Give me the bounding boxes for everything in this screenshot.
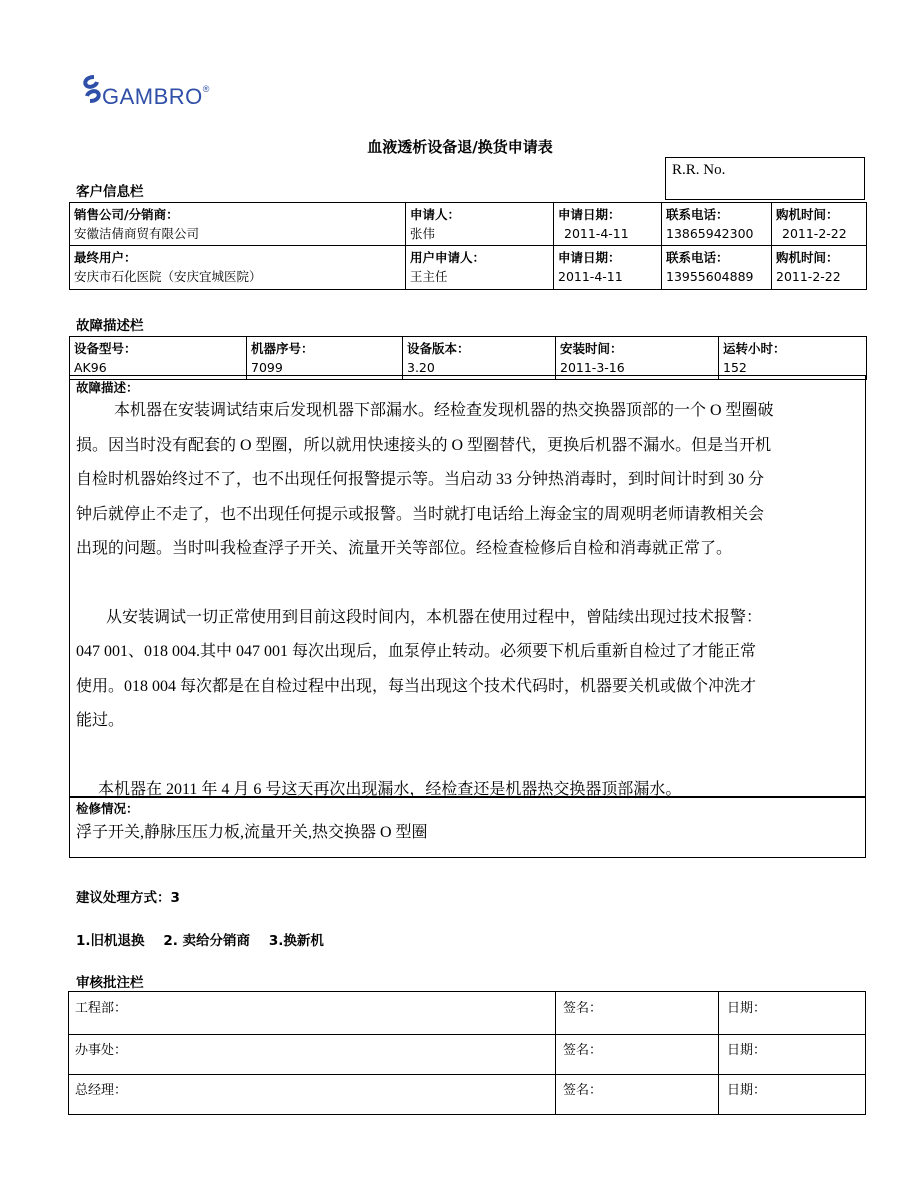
- user-phone-cell: 联系电话： 13955604889: [662, 246, 772, 290]
- office-sign-label: 签名：: [563, 1043, 603, 1058]
- user-applicant-value: 王主任: [410, 269, 448, 284]
- enduser-cell: 最终用户： 安庆市石化医院（安庆宜城医院）: [70, 246, 406, 290]
- fault-section-label: 故障描述栏: [76, 318, 144, 334]
- fault-description-label: 故障描述：: [76, 380, 139, 395]
- user-purchase-value: 2011-2-22: [776, 269, 841, 284]
- approval-section-label: 审核批注栏: [76, 975, 144, 991]
- desc-line: 自检时机器始终过不了，也不出现任何报警提示等。当启动 33 分钟热消毒时，到时间计时到 30 分: [76, 471, 765, 488]
- desc-line: 从安装调试一切正常使用到目前这段时间内，本机器在使用过程中，曾陆续出现过技术报警：: [106, 608, 763, 626]
- phone-cell: 联系电话： 13865942300: [662, 203, 772, 246]
- page-title: 血液透析设备退/换货申请表: [367, 138, 553, 156]
- customer-section-label: 客户信息栏: [76, 184, 144, 200]
- purchase-value: 2011-2-22: [782, 226, 847, 241]
- logo-wordmark: GAMBRO®: [102, 84, 210, 109]
- install-cell: 安装时间： 2011-3-16: [556, 337, 719, 380]
- install-value: 2011-3-16: [560, 360, 625, 375]
- serial-value: 7099: [251, 360, 283, 375]
- gm-date-label: 日期：: [727, 1083, 767, 1098]
- approval-table: [68, 991, 866, 1115]
- rr-number-box: [665, 157, 865, 200]
- hours-value: 152: [723, 360, 747, 375]
- apply-date-value: 2011-4-11: [564, 226, 629, 241]
- repair-label: 检修情况：: [76, 801, 139, 816]
- office-date-label: 日期：: [727, 1043, 767, 1058]
- version-value: 3.20: [407, 360, 435, 375]
- user-phone-value: 13955604889: [666, 269, 754, 284]
- device-info-table: [69, 336, 867, 380]
- fault-description-text: [76, 394, 866, 807]
- rr-number-label: R.R. No.: [672, 162, 726, 178]
- gm-sign-label: 签名：: [563, 1083, 603, 1098]
- version-cell: 设备版本： 3.20: [403, 337, 556, 380]
- suggestion-label: 建议处理方式：3: [76, 890, 180, 906]
- gambro-logo-icon: [80, 74, 104, 104]
- user-applicant-cell: 用户申请人： 王主任: [406, 246, 554, 290]
- desc-line: 能过。: [76, 712, 125, 729]
- desc-line: 使用。018 004 每次都是在自检过程中出现，每当出现这个技术代码时，机器要关机或做个冲洗才: [76, 677, 757, 695]
- engineering-sign-label: 签名：: [563, 1001, 603, 1016]
- office-label: 办事处：: [75, 1043, 128, 1058]
- desc-line: 本机器在 2011 年 4 月 6 号这天再次出现漏水，经检查还是机器热交换器顶部漏水。: [98, 780, 682, 798]
- customer-info-table: [69, 202, 867, 290]
- desc-line: 钟后就停止不走了，也不出现任何提示或报警。当时就打电话给上海金宝的周观明老师请教相关会: [76, 505, 765, 523]
- company-cell: 销售公司/分销商： 安徽洁倩商贸有限公司: [70, 203, 406, 246]
- engineering-date-label: 日期：: [727, 1001, 767, 1016]
- desc-line: 损。因当时没有配套的 O 型圈，所以就用快速接头的 O 型圈替代，更换后机器不漏水。但是当开机: [76, 436, 772, 454]
- model-value: AK96: [74, 360, 107, 375]
- enduser-value: 安庆市石化医院（安庆宜城医院）: [74, 269, 262, 284]
- fault-description-box: [69, 375, 866, 798]
- applicant-value: 张伟: [410, 226, 436, 241]
- user-purchase-cell: 购机时间： 2011-2-22: [772, 246, 867, 290]
- phone-value: 13865942300: [666, 226, 754, 241]
- user-apply-date-value: 2011-4-11: [558, 269, 623, 284]
- engineering-dept-label: 工程部：: [75, 1001, 128, 1016]
- desc-line: 本机器在安装调试结束后发现机器下部漏水。经检查发现机器的热交换器顶部的一个 O 型圈破: [114, 402, 774, 419]
- applicant-cell: 申请人： 张伟: [406, 203, 554, 246]
- purchase-cell: 购机时间： 2011-2-22: [772, 203, 867, 246]
- apply-date-cell: 申请日期： 2011-4-11: [554, 203, 662, 246]
- desc-line: 出现的问题。当时叫我检查浮子开关、流量开关等部位。经检查检修后自检和消毒就正常了。: [76, 540, 733, 557]
- general-manager-label: 总经理：: [75, 1083, 128, 1098]
- suggestion-options: 1.旧机退换 2. 卖给分销商 3.换新机: [76, 933, 324, 949]
- gambro-logo: [80, 70, 280, 114]
- serial-cell: 机器序号： 7099: [247, 337, 403, 380]
- desc-line: 047 001、018 004.其中 047 001 每次出现后，血泵停止转动。必须要下机后重新自检过了才能正常: [76, 643, 757, 660]
- repair-value: 浮子开关,静脉压压力板,流量开关,热交换器 O 型圈: [76, 824, 428, 841]
- company-value: 安徽洁倩商贸有限公司: [74, 226, 200, 241]
- user-apply-date-cell: 申请日期： 2011-4-11: [554, 246, 662, 290]
- hours-cell: 运转小时： 152: [719, 337, 867, 380]
- model-cell: 设备型号： AK96: [70, 337, 247, 380]
- repair-box: [69, 796, 866, 858]
